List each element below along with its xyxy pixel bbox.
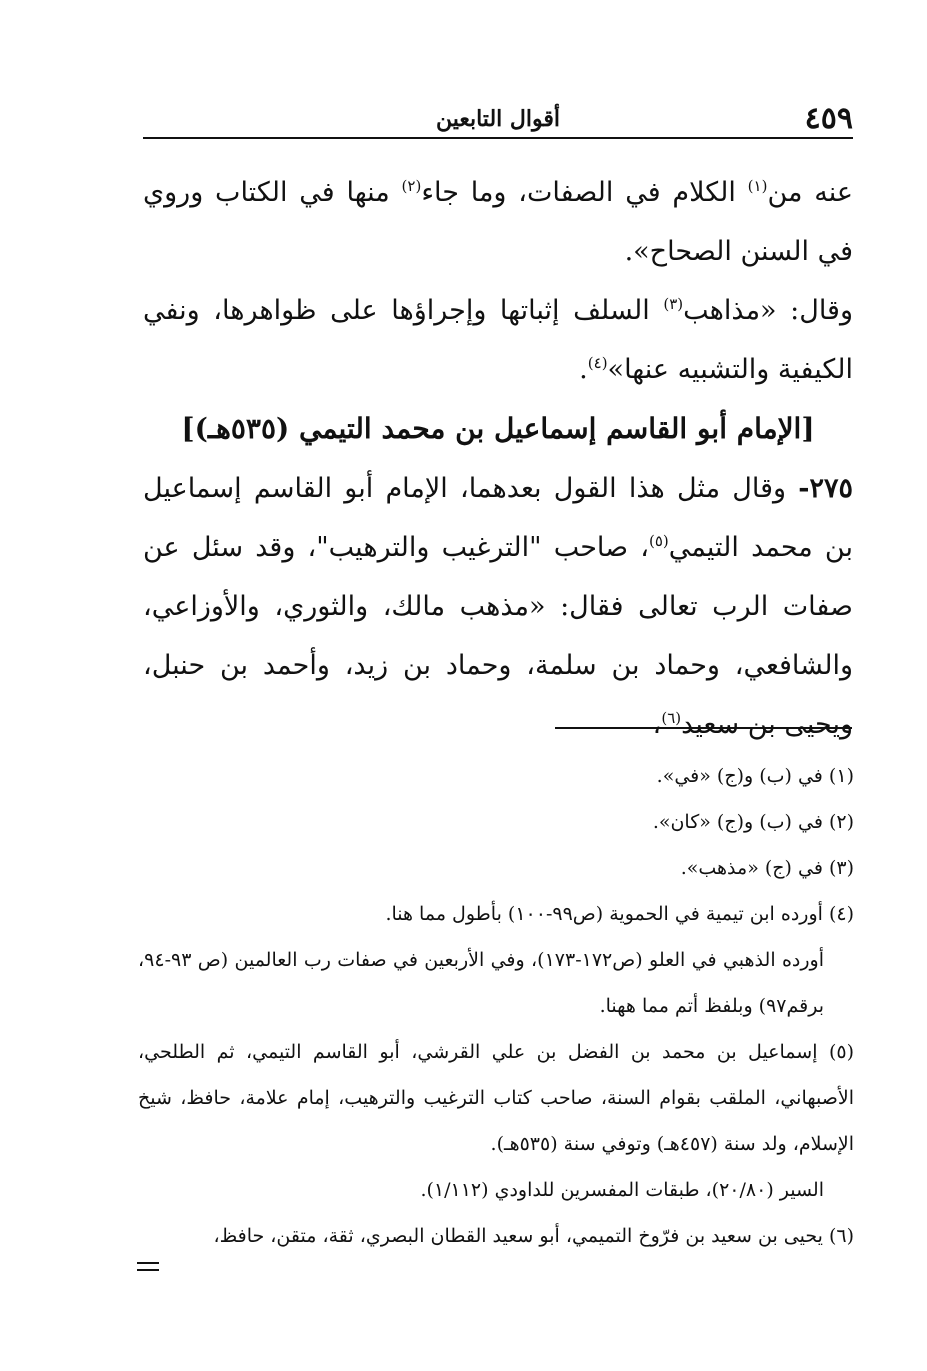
section-heading: [الإمام أبو القاسم إسماعيل بن محمد التيمي (٥٣٥هـ)] [181,412,815,445]
paragraph-2 [143,281,853,399]
running-title: أقوال التابعين [435,106,561,132]
footnote-2: (٢) في (ب) و(ج) «كان». [652,811,854,833]
page-header [143,102,853,136]
paragraph-2-text-b: السلف إثباتها وإجراؤها على ظواهرها، ونفي الكيفية والتشبيه عنها» [143,295,853,385]
footnote-ref-2: (٢) [401,177,422,195]
paragraph-2-text-a: وقال: «مذاهب [683,295,854,326]
continuation-mark [137,1262,159,1271]
footnotes [138,753,854,1259]
main-text [143,163,853,754]
footnote-ref-5: (٥) [648,532,669,550]
footnote-1: (١) في (ب) و(ج) «في». [656,765,854,787]
footnote-ref-4: (٤) [587,354,608,372]
footnote-6: (٦) يحيى بن سعيد بن فرّوخ التميمي، أبو سعيد القطان البصري، ثقة، متقن، حافظ، [213,1225,854,1247]
footnote-ref-1: (١) [747,177,768,195]
footnote-4-continuation: أورده الذهبي في العلو (ص١٧٢-١٧٣)، وفي الأربعين في صفات رب العالمين (ص ٩٣-٩٤، برقم٩٧) وبلفظ أتم مما ههنا. [138,949,824,1017]
paragraph-3 [143,459,853,754]
paragraph-3-text-b: ، صاحب "الترغيب والترهيب"، وقد سئل عن صفات الرب تعالى فقال: «مذهب مالك، والثوري، والأوزاعي، والشافعي، وحماد بن سلمة، وحماد بن زيد، وأحمد بن حنبل، ويحيى بن سعيد [143,532,853,740]
footnote-3: (٣) في (ج) «مذهب». [680,857,854,879]
page-number: ٤٥٩ [804,101,853,136]
footnote-5: (٥) إسماعيل بن محمد بن الفضل بن علي القرشي، أبو القاسم التيمي، ثم الطلحي، الأصبهاني، الملقب بقوام السنة، صاحب كتاب الترغيب والترهيب، إمام علامة، حافظ، شيخ الإسلام، ولد سنة (٤٥٧هـ) وتوفي سنة (٥٣٥هـ). [138,1041,854,1155]
paragraph-1-text-b: الكلام في الصفات، وما جاء [421,177,748,208]
header-rule [143,137,853,139]
paragraph-1 [143,163,853,281]
paragraph-2-text-c: . [579,354,588,385]
footnote-ref-6: (٦) [661,709,682,727]
paragraph-1-text-c: منها في الكتاب وروي في السنن الصحاح». [143,177,853,267]
entry-number: ٢٧٥- [798,473,853,504]
paragraph-3-text-a: وقال مثل هذا القول بعدهما، الإمام أبو القاسم إسماعيل بن محمد التيمي [143,473,853,563]
paragraph-3-text-c: ، [652,709,662,740]
footnote-5-sources: السير (٢٠/٨٠)، طبقات المفسرين للداودي (١/١١٢). [420,1179,824,1201]
footnote-separator [555,727,852,729]
paragraph-1-text-a: عنه من [767,177,853,208]
footnote-4: (٤) أورده ابن تيمية في الحموية (ص٩٩-١٠٠) بأطول مما هنا. [385,903,854,925]
footnote-ref-3: (٣) [663,295,684,313]
